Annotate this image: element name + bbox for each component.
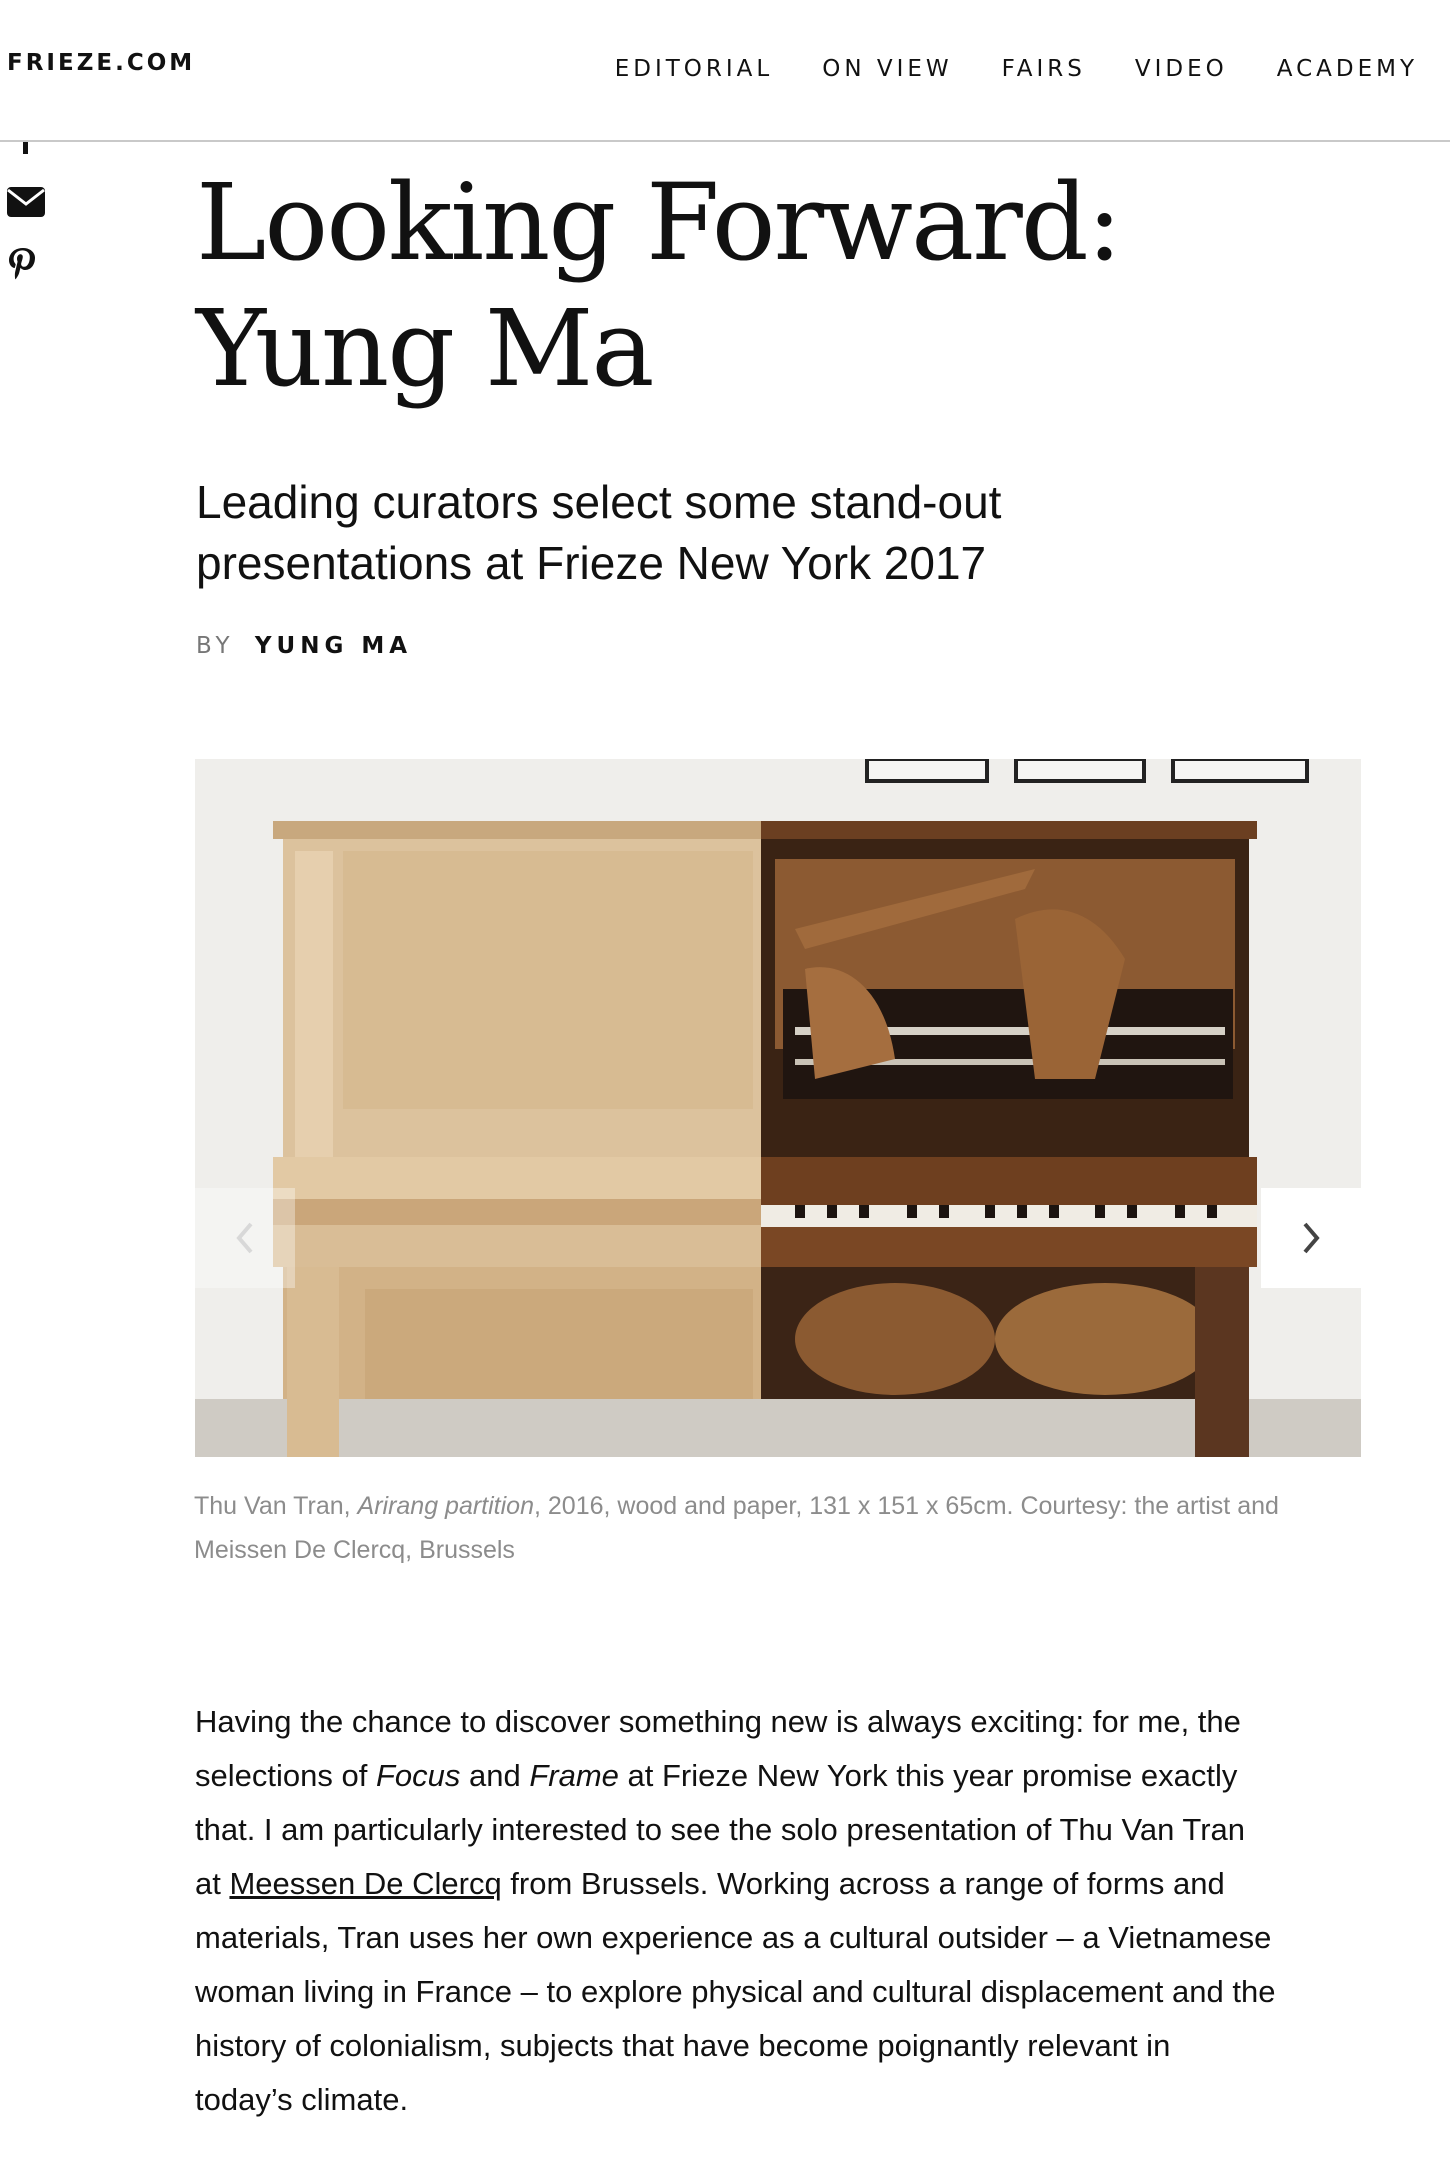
caption-details: , 2016, wood and paper, 131 x 151 x 65cm. Courtesy: the artist and [534, 1492, 1279, 1520]
standfirst-line-2: presentations at Frieze New York 2017 [196, 537, 987, 589]
caption-line-1 [194, 1484, 1369, 1528]
body-line-6: woman living in France – to explore physical and cultural displacement and the [195, 1974, 1276, 2009]
article-title [196, 160, 1296, 412]
frame-italic: Frame [529, 1758, 619, 1793]
slideshow-prev-button[interactable] [195, 1188, 295, 1288]
slideshow-next-button[interactable] [1261, 1188, 1361, 1288]
byline-prefix: BY [196, 633, 235, 659]
article-body [195, 1695, 1375, 2127]
caption-artist: Thu Van Tran, [194, 1492, 358, 1520]
byline [196, 633, 412, 659]
body-text-run: selections of [195, 1758, 376, 1793]
body-text-run: and [460, 1758, 530, 1793]
gallery-link-meessen-de-clercq[interactable]: Meessen De Clercq [229, 1866, 502, 1901]
standfirst-line-1: Leading curators select some stand-out [196, 476, 1002, 528]
nav-editorial[interactable]: EDITORIAL [614, 56, 774, 82]
pinterest-icon [6, 246, 38, 288]
body-text-run: at Frieze New York this year promise exactly [618, 1758, 1238, 1793]
caption-work-title: Arirang partition [357, 1492, 534, 1520]
body-text-run: from Brussels. Working across a range of forms and [501, 1866, 1225, 1901]
focus-italic: Focus [375, 1758, 461, 1793]
nav-video[interactable]: VIDEO [1134, 56, 1228, 82]
body-line-2 [195, 1749, 1375, 1803]
image-caption [194, 1484, 1369, 1572]
body-line-8: today’s climate. [195, 2082, 409, 2117]
body-line-4 [195, 1857, 1375, 1911]
caption-line-2: Meissen De Clercq, Brussels [194, 1536, 515, 1564]
email-icon [6, 186, 46, 218]
main-nav [615, 56, 1418, 82]
email-share-button[interactable] [6, 186, 56, 236]
body-text-run: at [195, 1866, 230, 1901]
title-line-1: Looking Forward: [196, 161, 1121, 284]
chevron-right-icon [1295, 1220, 1327, 1256]
site-logo[interactable]: FRIEZE.COM [7, 50, 196, 76]
share-icon-partial[interactable] [23, 142, 28, 154]
site-header [0, 0, 1450, 142]
nav-on-view[interactable]: ON VIEW [822, 56, 953, 82]
nav-fairs[interactable]: FAIRS [1001, 56, 1086, 82]
pinterest-share-button[interactable] [6, 246, 56, 296]
nav-academy[interactable]: ACADEMY [1276, 56, 1418, 82]
article-standfirst [196, 472, 1196, 594]
body-line-5: materials, Tran uses her own experience as a cultural outsider – a Vietnamese [195, 1920, 1272, 1955]
body-line-3: that. I am particularly interested to see the solo presentation of Thu Van Tran [195, 1812, 1246, 1847]
title-line-2: Yung Ma [196, 287, 653, 410]
body-line-1: Having the chance to discover something new is always exciting: for me, the [195, 1704, 1241, 1739]
body-line-7: history of colonialism, subjects that have become poignantly relevant in [195, 2028, 1171, 2063]
image-slideshow [195, 759, 1361, 1457]
author-link[interactable]: YUNG MA [254, 633, 413, 659]
chevron-left-icon [229, 1220, 261, 1256]
slide-image-piano [195, 759, 1361, 1457]
